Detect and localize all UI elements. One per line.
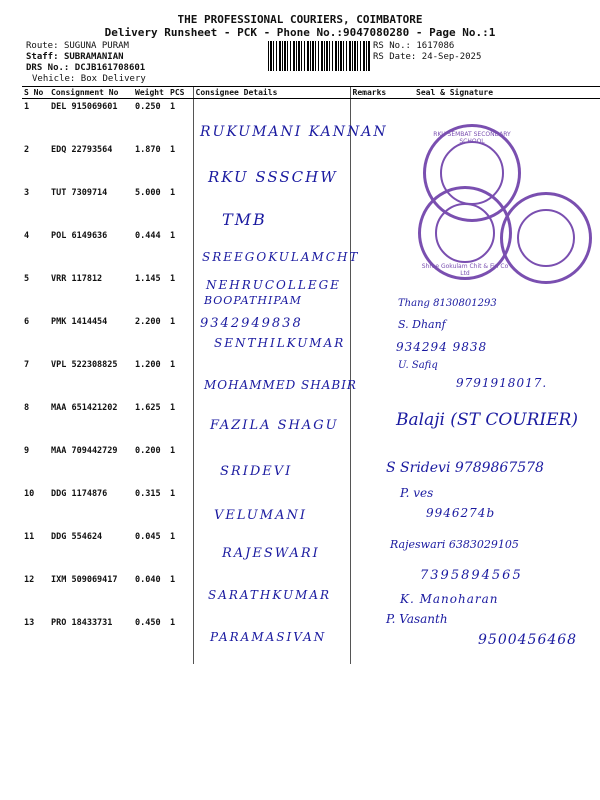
row-weight: 0.045: [135, 532, 161, 542]
consignee-1-handwriting: RUKUMANI KANNAN: [200, 124, 388, 140]
consignee-9-handwriting: SRIDEVI: [220, 464, 293, 479]
company-seal-stamp: Shree Gokulam Chit & Fin Co Ltd: [418, 186, 512, 280]
row-weight: 0.450: [135, 618, 161, 628]
row-pcs: 1: [170, 360, 176, 370]
row-consignment-no: DDG 1174876: [51, 489, 108, 499]
row-pcs: 1: [170, 317, 176, 327]
col-sno: S No: [22, 87, 49, 99]
vehicle-line: Vehicle: Box Delivery: [32, 74, 146, 84]
row-weight: 0.444: [135, 231, 161, 241]
row-pcs: 1: [170, 102, 176, 112]
barcode: [268, 41, 370, 71]
col-seal: Seal & Signature: [402, 87, 600, 99]
row-sno: 7: [24, 360, 30, 370]
consignee-8-handwriting: FAZILA SHAGU: [210, 418, 339, 433]
row-weight: 1.870: [135, 145, 161, 155]
row-consignment-no: MAA 651421202: [51, 403, 118, 413]
row-pcs: 1: [170, 575, 176, 585]
row-pcs: 1: [170, 145, 176, 155]
row-consignment-no: MAA 709442729: [51, 446, 118, 456]
row-consignment-no: IXM 509069417: [51, 575, 118, 585]
row-weight: 1.145: [135, 274, 161, 284]
consignee-2-handwriting: RKU SSSCHW: [208, 168, 338, 186]
signature-10-b: 9946274b: [426, 506, 496, 520]
row-weight: 1.200: [135, 360, 161, 370]
consignee-12-handwriting: SARATHKUMAR: [208, 588, 332, 602]
staff-line: Staff: SUBRAMANIAN: [26, 52, 124, 62]
row-remarks: [350, 271, 402, 314]
row-pcs: 1: [170, 403, 176, 413]
company-title: THE PROFESSIONAL COURIERS, COIMBATORE: [177, 13, 423, 26]
signature-6-c: 934294 9838: [396, 340, 488, 354]
row-weight: 2.200: [135, 317, 161, 327]
row-remarks: [350, 357, 402, 400]
consignee-5-handwriting-b: BOOPATHIPAM: [204, 294, 302, 307]
row-consignment-no: DEL 915069601: [51, 102, 118, 112]
row-consignment-no: PRO 18433731: [51, 618, 113, 628]
row-consignment-no: EDQ 22793564: [51, 145, 113, 155]
row-weight: 1.625: [135, 403, 161, 413]
signature-12-a: 7395894565: [420, 568, 523, 583]
company-seal-stamp-2: [500, 192, 592, 284]
rs-date-line: RS Date: 24-Sep-2025: [373, 52, 482, 62]
row-pcs: 1: [170, 231, 176, 241]
row-sno: 5: [24, 274, 30, 284]
row-remarks: [350, 572, 402, 615]
col-pcs: PCS: [168, 87, 193, 99]
signature-13-a: P. Vasanth: [386, 612, 448, 626]
route-line: Route: SUGUNA PURAM: [26, 41, 129, 51]
consignee-3-handwriting: TMB: [222, 210, 267, 229]
signature-6-a: Thang 8130801293: [398, 298, 497, 309]
consignee-5-handwriting-a: NEHRUCOLLEGE: [206, 278, 341, 292]
row-weight: 5.000: [135, 188, 161, 198]
row-remarks: [350, 314, 402, 357]
runsheet-subtitle: Delivery Runsheet - PCK - Phone No.:9047080280 - Page No.:1: [104, 26, 496, 39]
row-pcs: 1: [170, 188, 176, 198]
staff-value: SUBRAMANIAN: [63, 52, 124, 62]
signature-8: Balaji (ST COURIER): [396, 410, 578, 430]
row-sno: 2: [24, 145, 30, 155]
consignee-4-handwriting: SREEGOKULAMCHT: [202, 250, 360, 264]
signature-12-b: K. Manoharan: [400, 592, 499, 606]
row-remarks: [350, 400, 402, 443]
row-pcs: 1: [170, 489, 176, 499]
signature-11: Rajeswari 6383029105: [390, 538, 519, 551]
row-remarks: [350, 142, 402, 185]
row-remarks: [350, 486, 402, 529]
col-consignee: Consignee Details: [193, 87, 350, 99]
vehicle-value: Box Delivery: [80, 74, 146, 84]
consignee-7-handwriting: MOHAMMED SHABIR: [204, 378, 357, 392]
signature-10-a: P. ves: [400, 486, 434, 500]
row-sno: 10: [24, 489, 35, 499]
signature-13-b: 9500456468: [478, 632, 578, 648]
row-consignment-no: VRR 117812: [51, 274, 103, 284]
col-remarks: Remarks: [350, 87, 402, 99]
row-sno: 3: [24, 188, 30, 198]
row-sno: 1: [24, 102, 30, 112]
table-row: [22, 486, 600, 529]
row-pcs: 1: [170, 532, 176, 542]
school-seal-stamp: RKU SEMBAT SECONDARY SCHOOL: [423, 124, 521, 222]
row-remarks: [350, 185, 402, 228]
consignee-10-handwriting: VELUMANI: [214, 508, 307, 523]
drs-value: DCJB161708601: [74, 63, 146, 73]
signature-6-b: S. Dhanf: [398, 318, 446, 331]
row-consignment-no: VPL 522308825: [51, 360, 118, 370]
route-value: SUGUNA PURAM: [63, 41, 129, 51]
row-pcs: 1: [170, 274, 176, 284]
signature-9: S Sridevi 9789867578: [386, 460, 544, 476]
row-consignment-no: POL 6149636: [51, 231, 108, 241]
row-sno: 6: [24, 317, 30, 327]
row-sno: 13: [24, 618, 35, 628]
row-weight: 0.315: [135, 489, 161, 499]
row-consignment-no: DDG 554624: [51, 532, 103, 542]
consignee-6-handwriting-a: 9342949838: [200, 316, 303, 331]
row-weight: 0.040: [135, 575, 161, 585]
table-header: [22, 87, 600, 99]
row-pcs: 1: [170, 446, 176, 456]
row-sno: 8: [24, 403, 30, 413]
row-consignment-no: PMK 1414454: [51, 317, 108, 327]
row-consignee: [193, 185, 350, 228]
row-weight: 0.200: [135, 446, 161, 456]
row-consignment-no: TUT 7309714: [51, 188, 108, 198]
rs-date-value: 24-Sep-2025: [421, 52, 482, 62]
row-sno: 9: [24, 446, 30, 456]
signature-7-b: 9791918017.: [456, 376, 548, 390]
rs-no-line: RS No.: 1617086: [373, 41, 455, 51]
consignee-6-handwriting-b: SENTHILKUMAR: [214, 336, 346, 350]
col-weight: Weight: [133, 87, 168, 99]
row-weight: 0.250: [135, 102, 161, 112]
consignee-13-handwriting: PARAMASIVAN: [210, 630, 327, 644]
row-sno: 12: [24, 575, 35, 585]
row-sno: 4: [24, 231, 30, 241]
drs-line: DRS No.: DCJB161708601: [26, 63, 146, 73]
rs-no-value: 1617086: [416, 41, 455, 51]
signature-7-a: U. Safiq: [398, 360, 438, 371]
row-pcs: 1: [170, 618, 176, 628]
row-sno: 11: [24, 532, 35, 542]
consignee-11-handwriting: RAJESWARI: [222, 546, 320, 561]
col-consignment: Consignment No: [49, 87, 133, 99]
